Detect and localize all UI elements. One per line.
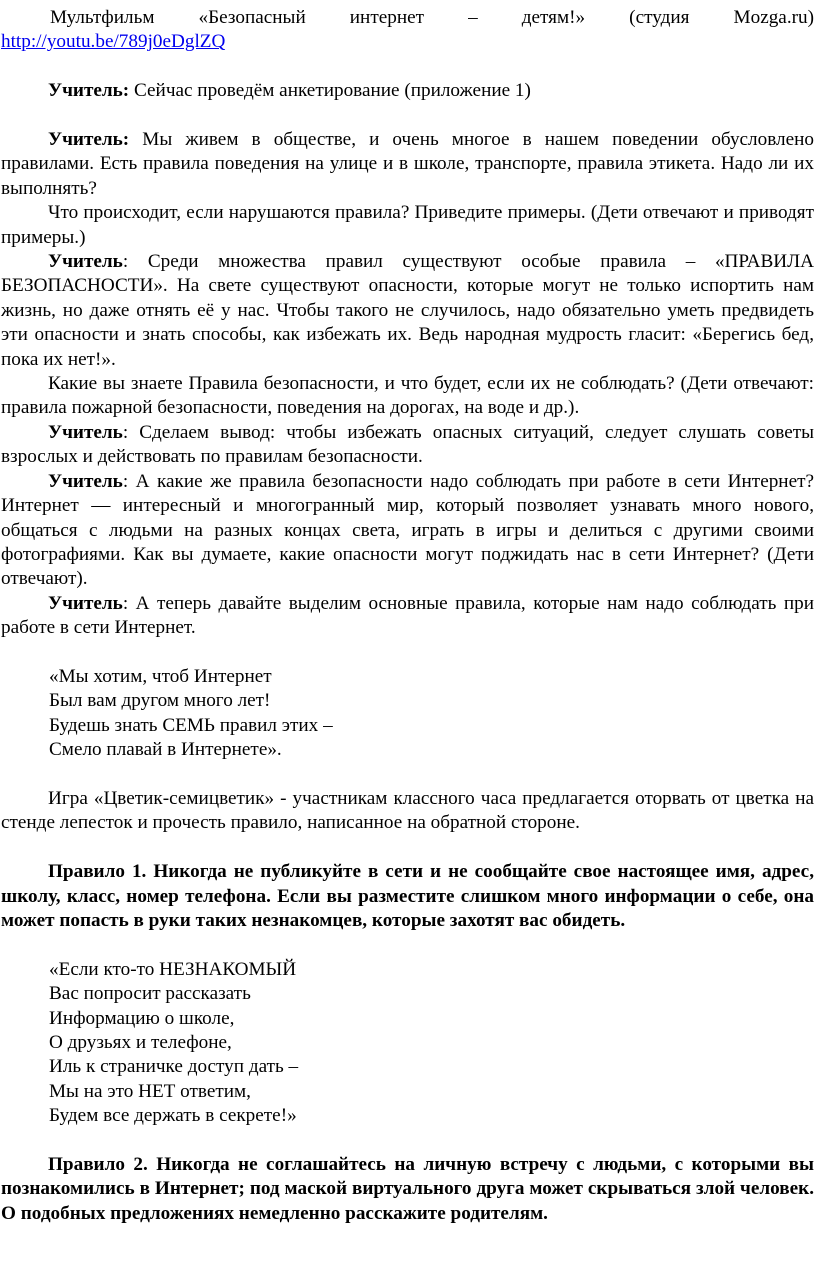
document-page: [0, 6, 816, 1226]
paragraph-text: Мы живем в обществе, и очень многое в нашем поведении обусловлено правилами. Есть правила поведения на улице и в школе, транспорте, правила этикета. Надо ли их выполнять?: [1, 129, 814, 199]
verse-seven-rules: [1, 665, 814, 763]
video-link[interactable]: http://youtu.be/789j0eDglZQ: [1, 31, 226, 53]
verse-line: «Мы хотим, чтоб Интернет: [49, 665, 272, 687]
paragraph-society: [1, 128, 814, 201]
rule-text: Правило 1. Никогда не публикуйте в сети и не сообщайте свое настоящее имя, адрес, школу, класс, номер телефона. Если вы разместите слишком много информации о себе, она может попасть в руки таких незнакомцев, которые захотят вас обидеть.: [1, 861, 814, 931]
paragraph-main-rules: [1, 592, 814, 641]
paragraph-text: : Сделаем вывод: чтобы избежать опасных ситуаций, следует слушать советы взрослых и действовать по правилам безопасности.: [1, 421, 814, 468]
paragraph-text: : Среди множества правил существуют особые правила – «ПРАВИЛА БЕЗОПАСНОСТИ». На свете существуют опасности, которые могут не только испортить нам жизнь, но даже отнять её у нас. Чтобы такого не случилось, надо обязательно уметь предвидеть эти опасности и знать способы, как избежать их. Ведь народная мудрость гласит: «Берегись бед, пока их нет!».: [1, 251, 814, 370]
speaker-label: Учитель:: [48, 80, 130, 102]
intro-line: [1, 6, 814, 30]
verse-line: Мы на это НЕТ ответим,: [49, 1080, 251, 1102]
speaker-label: Учитель: [48, 421, 123, 443]
paragraph-text: Что происходит, если нарушаются правила? Приведите примеры. (Дети отвечают и приводят примеры.): [1, 202, 814, 248]
verse-stranger: [1, 958, 814, 1129]
paragraph-violations: [1, 201, 814, 250]
paragraph-text: Игра «Цветик-семицветик» - участникам классного часа предлагается оторвать от цветка на стенде лепесток и прочесть правило, написанное на обратной стороне.: [1, 787, 814, 834]
paragraph-text: Какие вы знаете Правила безопасности, и что будет, если их не соблюдать? (Дети отвечают: правила пожарной безопасности, поведения на дорогах, на воде и др.).: [1, 373, 814, 419]
paragraph-text: Сейчас проведём анкетирование (приложение 1): [129, 80, 531, 102]
speaker-label: Учитель: [48, 251, 123, 273]
paragraph-survey: [1, 79, 814, 103]
paragraph-conclusion: [1, 421, 814, 470]
verse-line: Будем все держать в секрете!»: [49, 1105, 297, 1127]
paragraph-known-rules: [1, 372, 814, 421]
rule-2: [1, 1153, 814, 1226]
paragraph-game: [1, 787, 814, 836]
rule-text: Правило 2. Никогда не соглашайтесь на личную встречу с людьми, с которыми вы познакомились в Интернет; под маской виртуального друга может скрываться злой человек. О подобных предложениях немедленно расскажите родителям.: [1, 1153, 814, 1224]
paragraph-safety-rules: [1, 250, 814, 372]
rule-1: [1, 860, 814, 933]
verse-line: Иль к страничке доступ дать –: [49, 1056, 299, 1078]
verse-line: Будешь знать СЕМЬ правил этих –: [49, 714, 333, 736]
speaker-label: Учитель:: [48, 129, 130, 150]
speaker-label: Учитель: [48, 592, 123, 614]
verse-line: Информацию о школе,: [49, 1007, 235, 1029]
intro-text: Мультфильм «Безопасный интернет – детям!» (студия Mozga.ru): [50, 7, 814, 28]
paragraph-text: : А какие же правила безопасности надо соблюдать при работе в сети Интернет? Интернет — интересный и многогранный мир, который позволяет узнавать много нового, общаться с людьми на разных концах света, играть в игры и делиться с другими своими фотографиями. Как вы думаете, какие опасности могут поджидать нас в сети Интернет? (Дети отвечают).: [1, 470, 814, 590]
verse-line: «Если кто-то НЕЗНАКОМЫЙ: [49, 958, 297, 980]
verse-line: Был вам другом много лет!: [49, 690, 271, 712]
verse-line: Смело плавай в Интернете».: [49, 739, 282, 761]
verse-line: О друзьях и телефоне,: [49, 1031, 232, 1053]
verse-line: Вас попросит рассказать: [49, 983, 251, 1005]
intro-link-line: [1, 30, 814, 54]
paragraph-text: : А теперь давайте выделим основные правила, которые нам надо соблюдать при работе в сети Интернет.: [1, 592, 814, 639]
speaker-label: Учитель: [48, 470, 123, 492]
paragraph-internet: [1, 470, 814, 592]
